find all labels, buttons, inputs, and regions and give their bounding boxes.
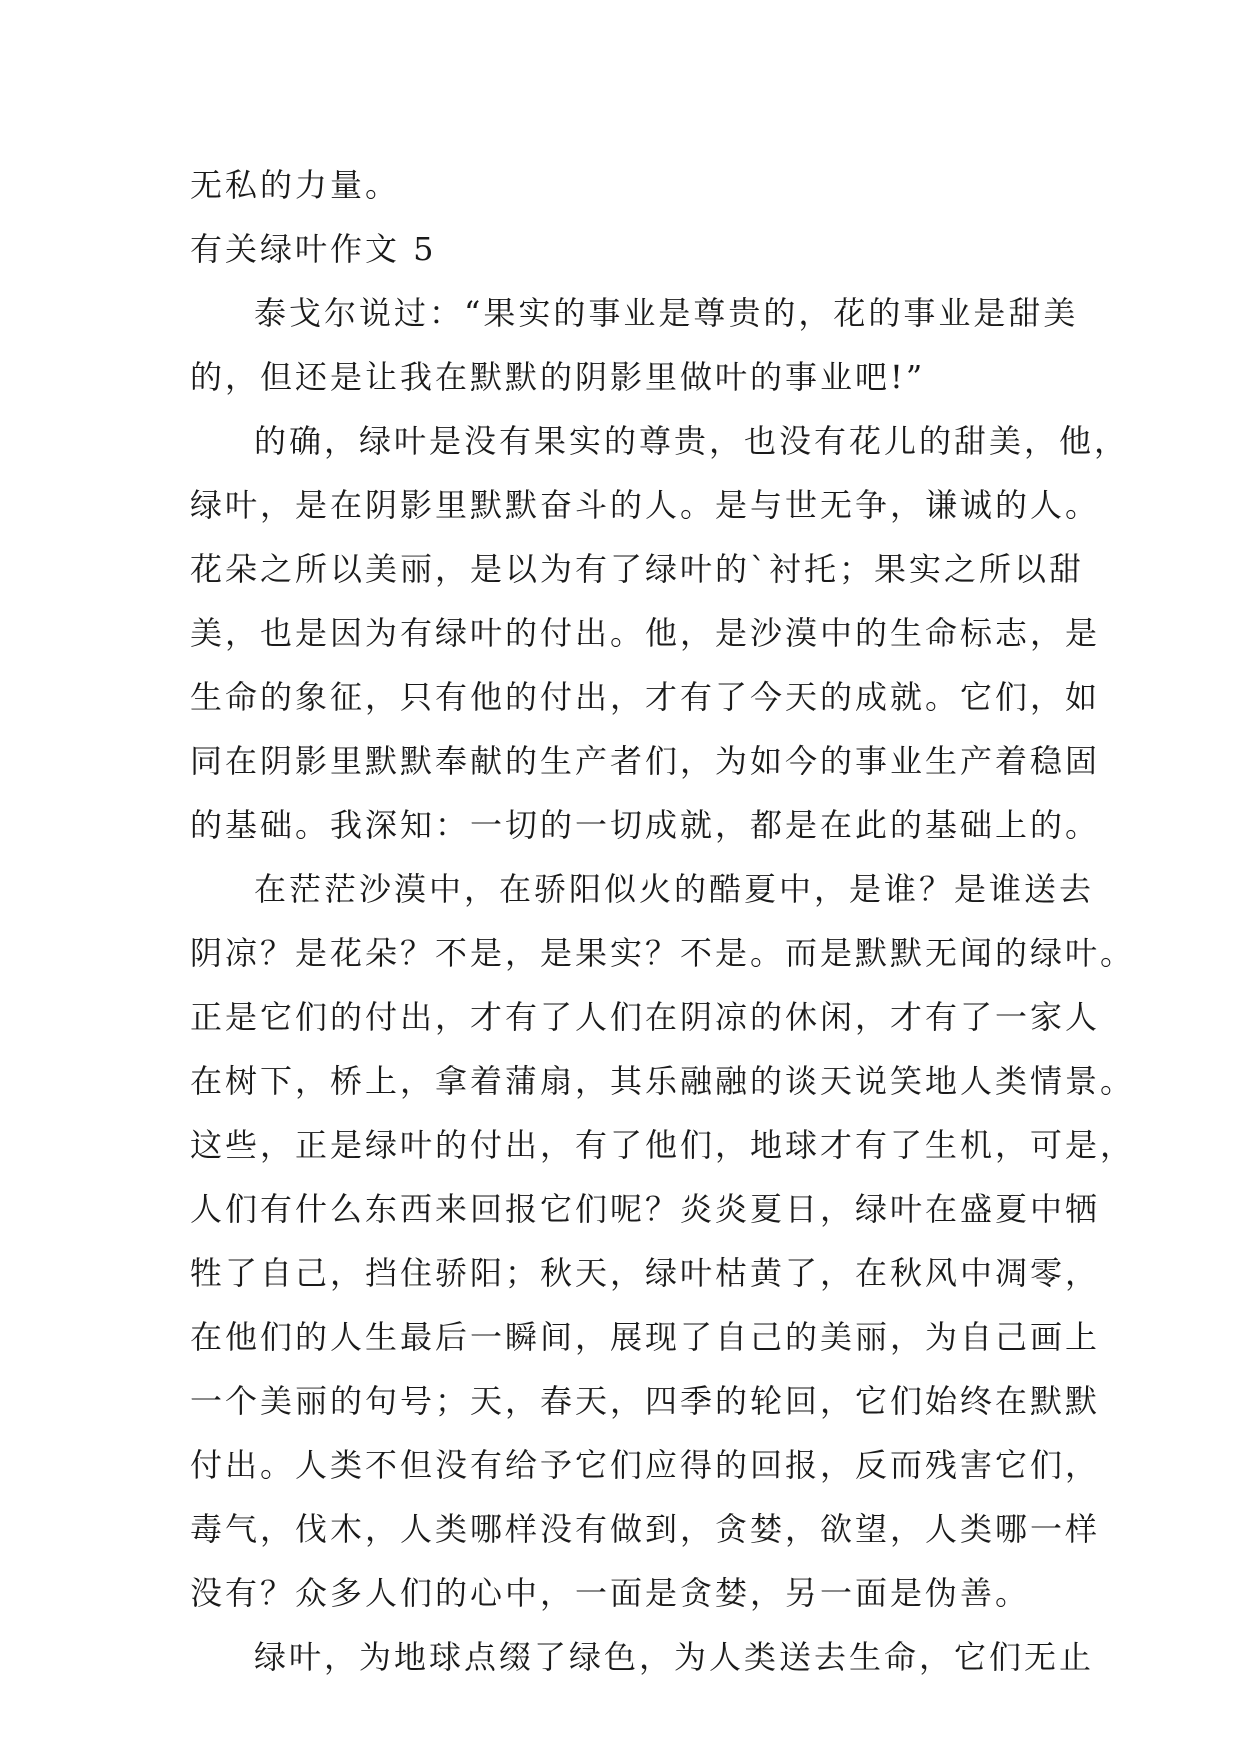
text-line: 一个美丽的句号；天，春天，四季的轮回，它们始终在默默	[190, 1382, 1101, 1420]
text-line: 花朵之所以美丽，是以为有了绿叶的`衬托；果实之所以甜	[190, 550, 1085, 588]
text-line: 的确，绿叶是没有果实的尊贵，也没有花儿的甜美，他，	[254, 422, 1130, 460]
text-line: 正是它们的付出，才有了人们在阴凉的休闲，才有了一家人	[190, 998, 1101, 1036]
text-line: 绿叶，为地球点缀了绿色，为人类送去生命，它们无止	[254, 1638, 1095, 1676]
text-line: 毒气，伐木，人类哪样没有做到，贪婪，欲望，人类哪一样	[190, 1510, 1101, 1548]
text-line: 牲了自己，挡住骄阳；秋天，绿叶枯黄了，在秋风中凋零，	[190, 1254, 1101, 1292]
text-line: 在他们的人生最后一瞬间，展现了自己的美丽，为自己画上	[190, 1318, 1101, 1356]
text-line: 泰戈尔说过：“果实的事业是尊贵的，花的事业是甜美	[254, 294, 1079, 332]
text-line: 人们有什么东西来回报它们呢？炎炎夏日，绿叶在盛夏中牺	[190, 1190, 1101, 1228]
text-line: 无私的力量。	[190, 166, 401, 204]
text-line: 同在阴影里默默奉献的生产者们，为如今的事业生产着稳固	[190, 742, 1101, 780]
text-line: 付出。人类不但没有给予它们应得的回报，反而残害它们，	[190, 1446, 1101, 1484]
text-line: 绿叶，是在阴影里默默奋斗的人。是与世无争，谦诚的人。	[190, 486, 1101, 524]
text-line: 的基础。我深知：一切的一切成就，都是在此的基础上的。	[190, 806, 1101, 844]
text-line: 在树下，桥上，拿着蒲扇，其乐融融的谈天说笑地人类情景。	[190, 1062, 1136, 1100]
text-line: 美，也是因为有绿叶的付出。他，是沙漠中的生命标志，是	[190, 614, 1101, 652]
text-line: 阴凉？是花朵？不是，是果实？不是。而是默默无闻的绿叶。	[190, 934, 1136, 972]
essay-heading: 有关绿叶作文 5	[190, 230, 437, 268]
text-line: 生命的象征，只有他的付出，才有了今天的成就。它们，如	[190, 678, 1101, 716]
text-line: 在茫茫沙漠中，在骄阳似火的酷夏中，是谁？是谁送去	[254, 870, 1095, 908]
text-line: 没有？众多人们的心中，一面是贪婪，另一面是伪善。	[190, 1574, 1031, 1612]
essay-text	[190, 153, 1136, 1689]
text-line: 这些，正是绿叶的付出，有了他们，地球才有了生机，可是，	[190, 1126, 1136, 1164]
text-line: 的，但还是让我在默默的阴影里做叶的事业吧!”	[190, 358, 926, 396]
